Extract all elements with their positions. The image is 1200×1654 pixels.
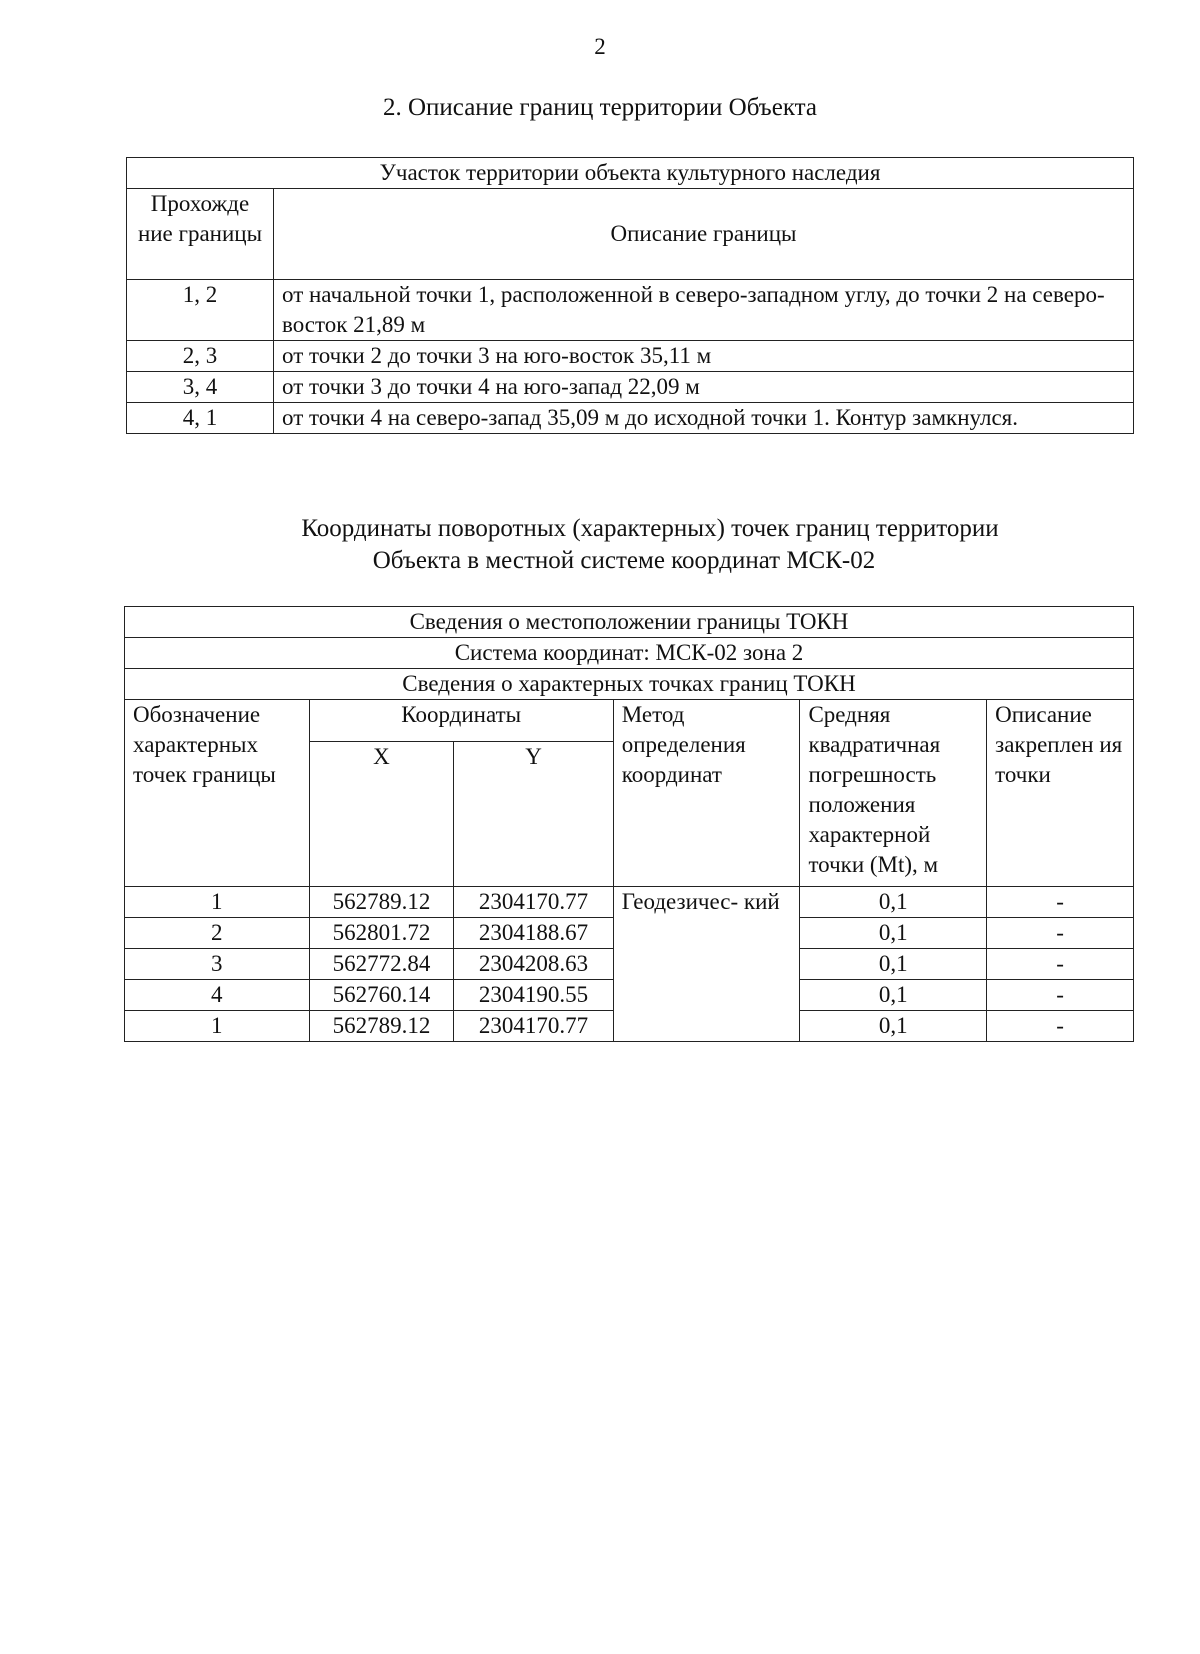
fix-cell: - (987, 949, 1134, 980)
section-title: 2. Описание границ территории Объекта (383, 94, 817, 121)
table-row (127, 280, 1134, 341)
col-coordinates-header: Координаты (309, 700, 613, 742)
boundary-table-header: Участок территории объекта культурного наследия (127, 158, 1134, 189)
fix-cell: - (987, 918, 1134, 949)
table-row (127, 372, 1134, 403)
coordinates-title-line1: Координаты поворотных (характерных) точек границ территории (301, 515, 999, 542)
point-cell: 2 (125, 918, 310, 949)
description-cell: от точки 2 до точки 3 на юго-восток 35,11 м (274, 341, 1134, 372)
x-cell: 562772.84 (309, 949, 454, 980)
point-cell: 1 (125, 887, 310, 918)
y-cell: 2304188.67 (454, 918, 613, 949)
page-number: 2 (594, 34, 606, 59)
point-cell: 4 (125, 980, 310, 1011)
description-cell: от точки 3 до точки 4 на юго-запад 22,09 м (274, 372, 1134, 403)
fix-cell: - (987, 887, 1134, 918)
mt-cell: 0,1 (800, 918, 987, 949)
points-table-header2: Система координат: МСК-02 зона 2 (125, 638, 1134, 669)
point-cell: 3 (125, 949, 310, 980)
mt-cell: 0,1 (800, 949, 987, 980)
mt-cell: 0,1 (800, 1011, 987, 1042)
fix-cell: - (987, 1011, 1134, 1042)
col-error-header: Средняя квадратичная погрешность положения характерной точки (Mt), м (800, 700, 987, 887)
y-cell: 2304170.77 (454, 887, 613, 918)
x-cell: 562801.72 (309, 918, 454, 949)
y-cell: 2304190.55 (454, 980, 613, 1011)
table-row (127, 403, 1134, 434)
mt-cell: 0,1 (800, 980, 987, 1011)
points-table-header1: Сведения о местоположении границы ТОКН (125, 607, 1134, 638)
col-description-header: Описание границы (274, 189, 1134, 280)
table-row (127, 341, 1134, 372)
boundary-points-table (124, 606, 1134, 1042)
segment-cell: 3, 4 (127, 372, 274, 403)
table-row (125, 887, 1134, 918)
col-method-header: Метод определения координат (613, 700, 800, 887)
segment-cell: 1, 2 (127, 280, 274, 341)
fix-cell: - (987, 980, 1134, 1011)
col-passage-header: Прохожде ние границы (127, 189, 274, 280)
col-designation-header: Обозначение характерных точек границы (125, 700, 310, 887)
col-y-header: Y (454, 742, 613, 887)
segment-cell: 2, 3 (127, 341, 274, 372)
x-cell: 562789.12 (309, 1011, 454, 1042)
points-table-header3: Сведения о характерных точках границ ТОКН (125, 669, 1134, 700)
coordinates-title (0, 513, 1200, 577)
mt-cell: 0,1 (800, 887, 987, 918)
description-cell: от точки 4 на северо-запад 35,09 м до исходной точки 1. Контур замкнулся. (274, 403, 1134, 434)
method-cell: Геодезичес- кий (613, 887, 800, 1042)
y-cell: 2304208.63 (454, 949, 613, 980)
description-cell: от начальной точки 1, расположенной в северо-западном углу, до точки 2 на северо-восток 21,89 м (274, 280, 1134, 341)
point-cell: 1 (125, 1011, 310, 1042)
coordinates-title-line2: Объекта в местной системе координат МСК-02 (372, 547, 876, 574)
x-cell: 562789.12 (309, 887, 454, 918)
boundary-description-table (126, 157, 1134, 434)
col-fixing-header: Описание закреплен ия точки (987, 700, 1134, 887)
segment-cell: 4, 1 (127, 403, 274, 434)
col-x-header: X (309, 742, 454, 887)
x-cell: 562760.14 (309, 980, 454, 1011)
y-cell: 2304170.77 (454, 1011, 613, 1042)
